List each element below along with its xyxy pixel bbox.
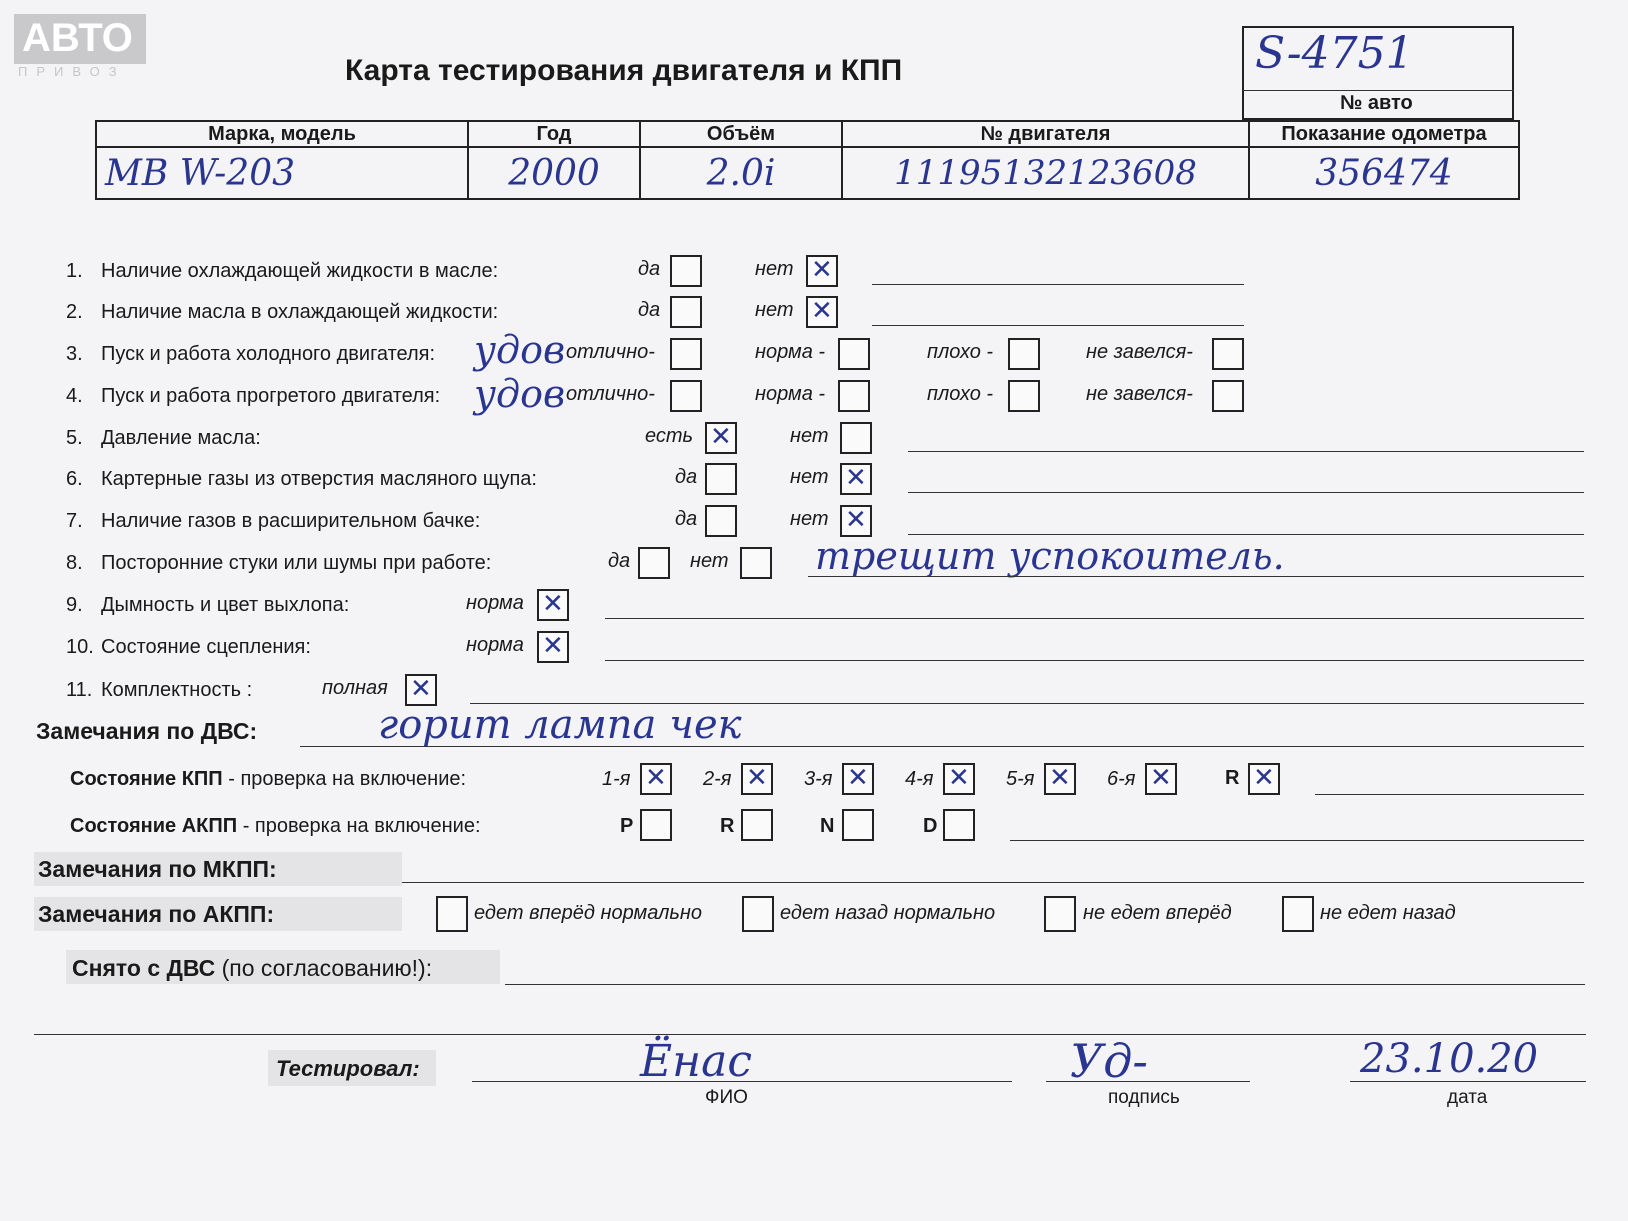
item-number: 10. bbox=[66, 636, 94, 658]
checkbox-normal[interactable] bbox=[838, 338, 870, 370]
opt-label: есть bbox=[645, 425, 694, 447]
checkbox-bad[interactable] bbox=[1008, 380, 1040, 412]
mkpp-remarks-label: Замечания по МКПП: bbox=[38, 856, 277, 882]
gear-label: 4-я bbox=[905, 768, 934, 790]
year-value: 2000 bbox=[468, 147, 640, 199]
checkbox-yes[interactable] bbox=[670, 296, 702, 328]
fio-value: Ёнас bbox=[640, 1036, 752, 1087]
opt-label: нет bbox=[790, 508, 829, 530]
gear-checkbox-checked[interactable] bbox=[640, 763, 672, 795]
checkbox-no-checked[interactable] bbox=[806, 296, 838, 328]
opt-label: да bbox=[675, 466, 698, 488]
akpp-remarks-label: Замечания по АКПП: bbox=[38, 901, 275, 927]
option-checkbox[interactable] bbox=[1044, 896, 1076, 932]
opt-label: норма bbox=[466, 592, 524, 614]
auto-number-label: № авто bbox=[1340, 92, 1413, 114]
option-label: не едет назад bbox=[1320, 902, 1456, 924]
item-number: 1. bbox=[66, 260, 83, 282]
opt-label: да bbox=[675, 508, 698, 530]
auto-number-value: S-4751 bbox=[1255, 28, 1414, 79]
item-label: Наличие масла в охлаждающей жидкости: bbox=[101, 301, 499, 323]
item-label: Давление масла: bbox=[101, 427, 261, 449]
gear-label: 5-я bbox=[1006, 768, 1035, 790]
date-caption: дата bbox=[1447, 1087, 1488, 1108]
opt-label: нет bbox=[790, 425, 829, 447]
mode-label: N bbox=[820, 815, 835, 837]
item-number: 4. bbox=[66, 385, 83, 407]
item-number: 11. bbox=[66, 679, 93, 701]
col-engine-no: № двигателя bbox=[842, 121, 1249, 147]
item-label: Комплектность : bbox=[101, 679, 253, 701]
item-label: Наличие охлаждающей жидкости в масле: bbox=[101, 260, 499, 282]
checkbox-norm-checked[interactable] bbox=[537, 589, 569, 621]
opt-label: норма bbox=[466, 634, 524, 656]
checkbox-norm-checked[interactable] bbox=[537, 631, 569, 663]
item-label: Пуск и работа холодного двигателя: bbox=[101, 343, 436, 365]
option-checkbox[interactable] bbox=[436, 896, 468, 932]
removed-label: Снято с ДВС (по согласованию!): bbox=[72, 955, 433, 981]
tested-label: Тестировал: bbox=[276, 1056, 420, 1081]
item-number: 6. bbox=[66, 468, 83, 490]
gear-label: 6-я bbox=[1107, 768, 1136, 790]
checkbox-excellent[interactable] bbox=[670, 338, 702, 370]
dvs-remarks-value: горит лампа чек bbox=[378, 702, 742, 748]
gear-label: 1-я bbox=[602, 768, 631, 790]
opt-label: не завелся- bbox=[1086, 341, 1193, 363]
item-label: Состояние сцепления: bbox=[101, 636, 311, 658]
opt-label: нет bbox=[690, 550, 729, 572]
item-number: 5. bbox=[66, 427, 83, 449]
checkbox-not-started[interactable] bbox=[1212, 338, 1244, 370]
checkbox-not-started[interactable] bbox=[1212, 380, 1244, 412]
option-label: не едет вперёд bbox=[1083, 902, 1232, 924]
checkbox-no-checked[interactable] bbox=[840, 505, 872, 537]
gear-checkbox-checked[interactable] bbox=[741, 763, 773, 795]
checkbox-no-checked[interactable] bbox=[840, 463, 872, 495]
handwritten-note: трещит успокоитель. bbox=[815, 534, 1285, 578]
date-value: 23.10.20 bbox=[1360, 1036, 1539, 1082]
opt-label: да bbox=[638, 258, 661, 280]
option-checkbox[interactable] bbox=[1282, 896, 1314, 932]
opt-label: отлично- bbox=[566, 383, 655, 405]
item-label: Картерные газы из отверстия масляного щупа: bbox=[101, 468, 537, 490]
volume-value: 2.0i bbox=[640, 147, 842, 199]
logo-sub: ПРИВОЗ bbox=[18, 64, 126, 79]
opt-label: полная bbox=[322, 677, 388, 699]
checkbox-no[interactable] bbox=[840, 422, 872, 454]
opt-label: нет bbox=[755, 299, 794, 321]
fio-caption: ФИО bbox=[705, 1087, 748, 1108]
opt-label: не завелся- bbox=[1086, 383, 1193, 405]
checkbox-bad[interactable] bbox=[1008, 338, 1040, 370]
opt-label: плохо - bbox=[927, 383, 994, 405]
col-odometer: Показание одометра bbox=[1249, 121, 1519, 147]
gear-label: R bbox=[1225, 767, 1240, 789]
opt-label: плохо - bbox=[927, 341, 994, 363]
opt-label: норма - bbox=[755, 383, 826, 405]
opt-label: да bbox=[638, 299, 661, 321]
mode-checkbox[interactable] bbox=[741, 809, 773, 841]
gear-label: 2-я bbox=[703, 768, 732, 790]
checkbox-no[interactable] bbox=[740, 547, 772, 579]
odometer-value: 356474 bbox=[1249, 147, 1519, 199]
handwritten-note: удов bbox=[474, 372, 566, 416]
header-table bbox=[95, 120, 1520, 200]
item-number: 9. bbox=[66, 594, 83, 616]
gear-checkbox-checked[interactable] bbox=[842, 763, 874, 795]
gear-checkbox-checked[interactable] bbox=[1044, 763, 1076, 795]
mode-label: P bbox=[620, 815, 634, 837]
checkbox-yes-checked[interactable] bbox=[705, 422, 737, 454]
item-number: 3. bbox=[66, 343, 83, 365]
gear-checkbox-checked[interactable] bbox=[943, 763, 975, 795]
option-label: едет вперёд нормально bbox=[474, 902, 703, 924]
opt-label: нет bbox=[790, 466, 829, 488]
opt-label: нет bbox=[755, 258, 794, 280]
checkbox-yes[interactable] bbox=[670, 255, 702, 287]
col-model: Марка, модель bbox=[96, 121, 468, 147]
col-year: Год bbox=[468, 121, 640, 147]
dvs-remarks-label: Замечания по ДВС: bbox=[36, 718, 258, 744]
engine-no-value: 11195132123608 bbox=[842, 147, 1249, 199]
page-title: Карта тестирования двигателя и КПП bbox=[345, 54, 903, 87]
mode-checkbox[interactable] bbox=[842, 809, 874, 841]
item-label: Пуск и работа прогретого двигателя: bbox=[101, 385, 441, 407]
checkbox-yes[interactable] bbox=[638, 547, 670, 579]
handwritten-note: удов bbox=[474, 328, 566, 372]
checkbox-normal[interactable] bbox=[838, 380, 870, 412]
col-volume: Объём bbox=[640, 121, 842, 147]
kpp-label: Состояние КПП - проверка на включение: bbox=[70, 768, 467, 790]
item-label: Дымность и цвет выхлопа: bbox=[101, 594, 350, 616]
opt-label: да bbox=[608, 550, 631, 572]
item-label: Наличие газов в расширительном бачке: bbox=[101, 510, 481, 532]
option-label: едет назад нормально bbox=[780, 902, 996, 924]
option-checkbox[interactable] bbox=[742, 896, 774, 932]
akpp-label: Состояние АКПП - проверка на включение: bbox=[70, 815, 481, 837]
model-value: MB W-203 bbox=[96, 147, 468, 199]
opt-label: отлично- bbox=[566, 341, 655, 363]
signature-value: Уд- bbox=[1070, 1034, 1148, 1088]
gear-label: 3-я bbox=[804, 768, 833, 790]
item-number: 2. bbox=[66, 301, 83, 323]
mode-checkbox[interactable] bbox=[640, 809, 672, 841]
mode-label: D bbox=[923, 815, 938, 837]
item-number: 8. bbox=[66, 552, 83, 574]
checkbox-no-checked[interactable] bbox=[806, 255, 838, 287]
item-number: 7. bbox=[66, 510, 83, 532]
checkbox-yes[interactable] bbox=[705, 463, 737, 495]
checkbox-yes[interactable] bbox=[705, 505, 737, 537]
gear-checkbox-checked[interactable] bbox=[1145, 763, 1177, 795]
gear-checkbox-checked[interactable] bbox=[1248, 763, 1280, 795]
mode-label: R bbox=[720, 815, 735, 837]
item-label: Посторонние стуки или шумы при работе: bbox=[101, 552, 492, 574]
logo-main: АВТО bbox=[22, 16, 133, 60]
checkbox-excellent[interactable] bbox=[670, 380, 702, 412]
signature-caption: подпись bbox=[1108, 1087, 1180, 1108]
mode-checkbox[interactable] bbox=[943, 809, 975, 841]
opt-label: норма - bbox=[755, 341, 826, 363]
